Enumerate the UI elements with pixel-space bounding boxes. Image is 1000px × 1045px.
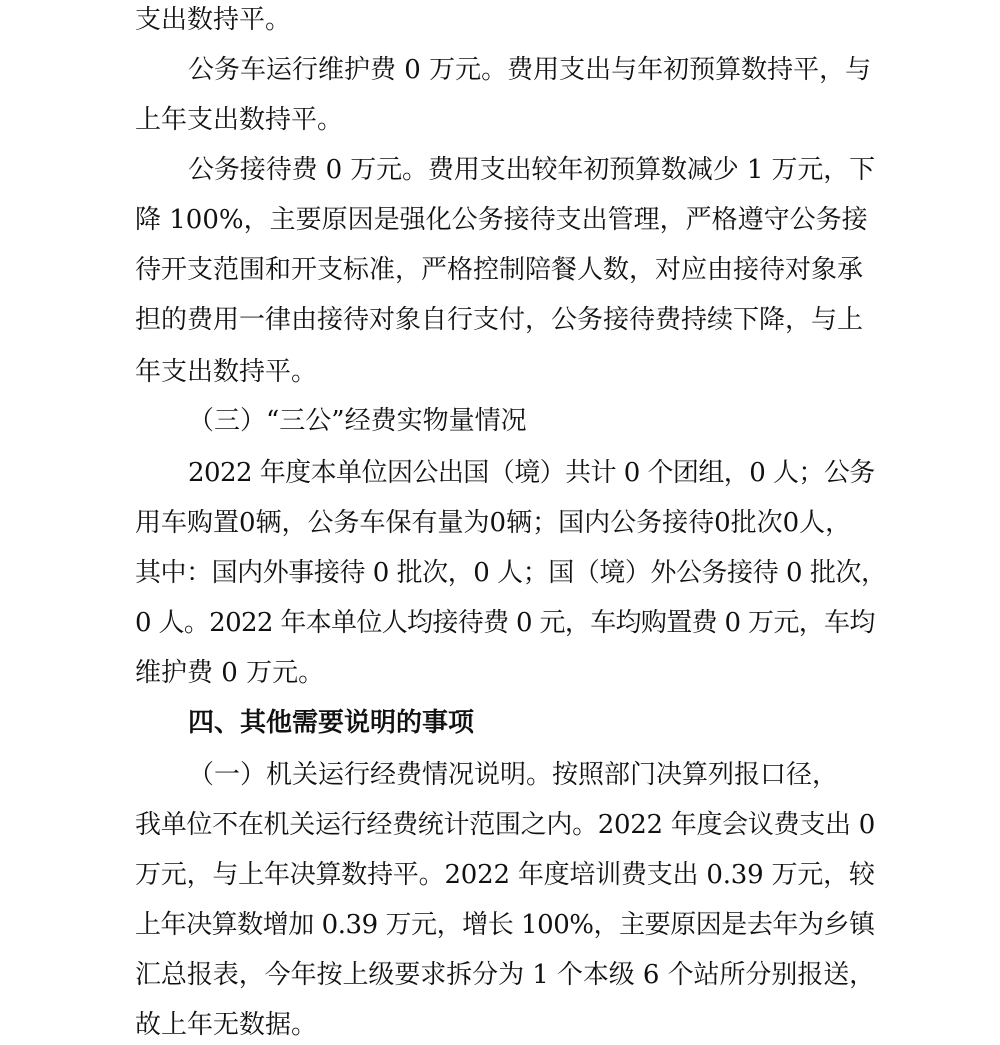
text-line-21: 故上年无数据。 — [135, 1010, 318, 1040]
text-line-10: 2022 年度本单位因公出国（境）共计 0 个团组，0 人；公务 — [188, 458, 875, 488]
text-line-5: 降 100%，主要原因是强化公务接待支出管理，严格遵守公务接 — [135, 205, 868, 235]
text-line-17: 我单位不在机关运行经费统计范围之内。2022 年度会议费支出 0 — [135, 810, 875, 840]
text-line-7: 担的费用一律由接待对象自行支付，公务接待费持续下降，与上 — [135, 305, 864, 335]
text-line-11: 用车购置0辆，公务车保有量为0辆；国内公务接待0批次0人， — [135, 508, 852, 538]
text-line-19: 上年决算数增加 0.39 万元，增长 100%，主要原因是去年为乡镇 — [135, 910, 875, 940]
text-line-1: 支出数持平。 — [135, 5, 292, 35]
text-line-6: 待开支范围和开支标准，严格控制陪餐人数，对应由接待对象承 — [135, 255, 864, 285]
text-line-20: 汇总报表，今年按上级要求拆分为 1 个本级 6 个站所分别报送， — [135, 960, 876, 990]
text-line-14: 维护费 0 万元。 — [135, 658, 325, 688]
subsection-heading-3: （三）“三公”经费实物量情况 — [188, 406, 527, 436]
section-heading-4: 四、其他需要说明的事项 — [188, 708, 475, 738]
text-line-18: 万元，与上年决算数持平。2022 年度培训费支出 0.39 万元，较 — [135, 860, 875, 890]
text-line-2: 公务车运行维护费 0 万元。费用支出与年初预算数持平，与 — [188, 55, 872, 85]
text-line-12: 其中：国内外事接待 0 批次，0 人；国（境）外公务接待 0 批次， — [135, 558, 887, 588]
text-line-13: 0 人。2022 年本单位人均接待费 0 元，车均购置费 0 万元，车均 — [135, 608, 875, 638]
text-line-16: （一）机关运行经费情况说明。按照部门决算列报口径， — [188, 760, 839, 790]
text-line-4: 公务接待费 0 万元。费用支出较年初预算数减少 1 万元，下 — [188, 155, 876, 185]
text-line-3: 上年支出数持平。 — [135, 105, 344, 135]
text-line-8: 年支出数持平。 — [135, 357, 318, 387]
